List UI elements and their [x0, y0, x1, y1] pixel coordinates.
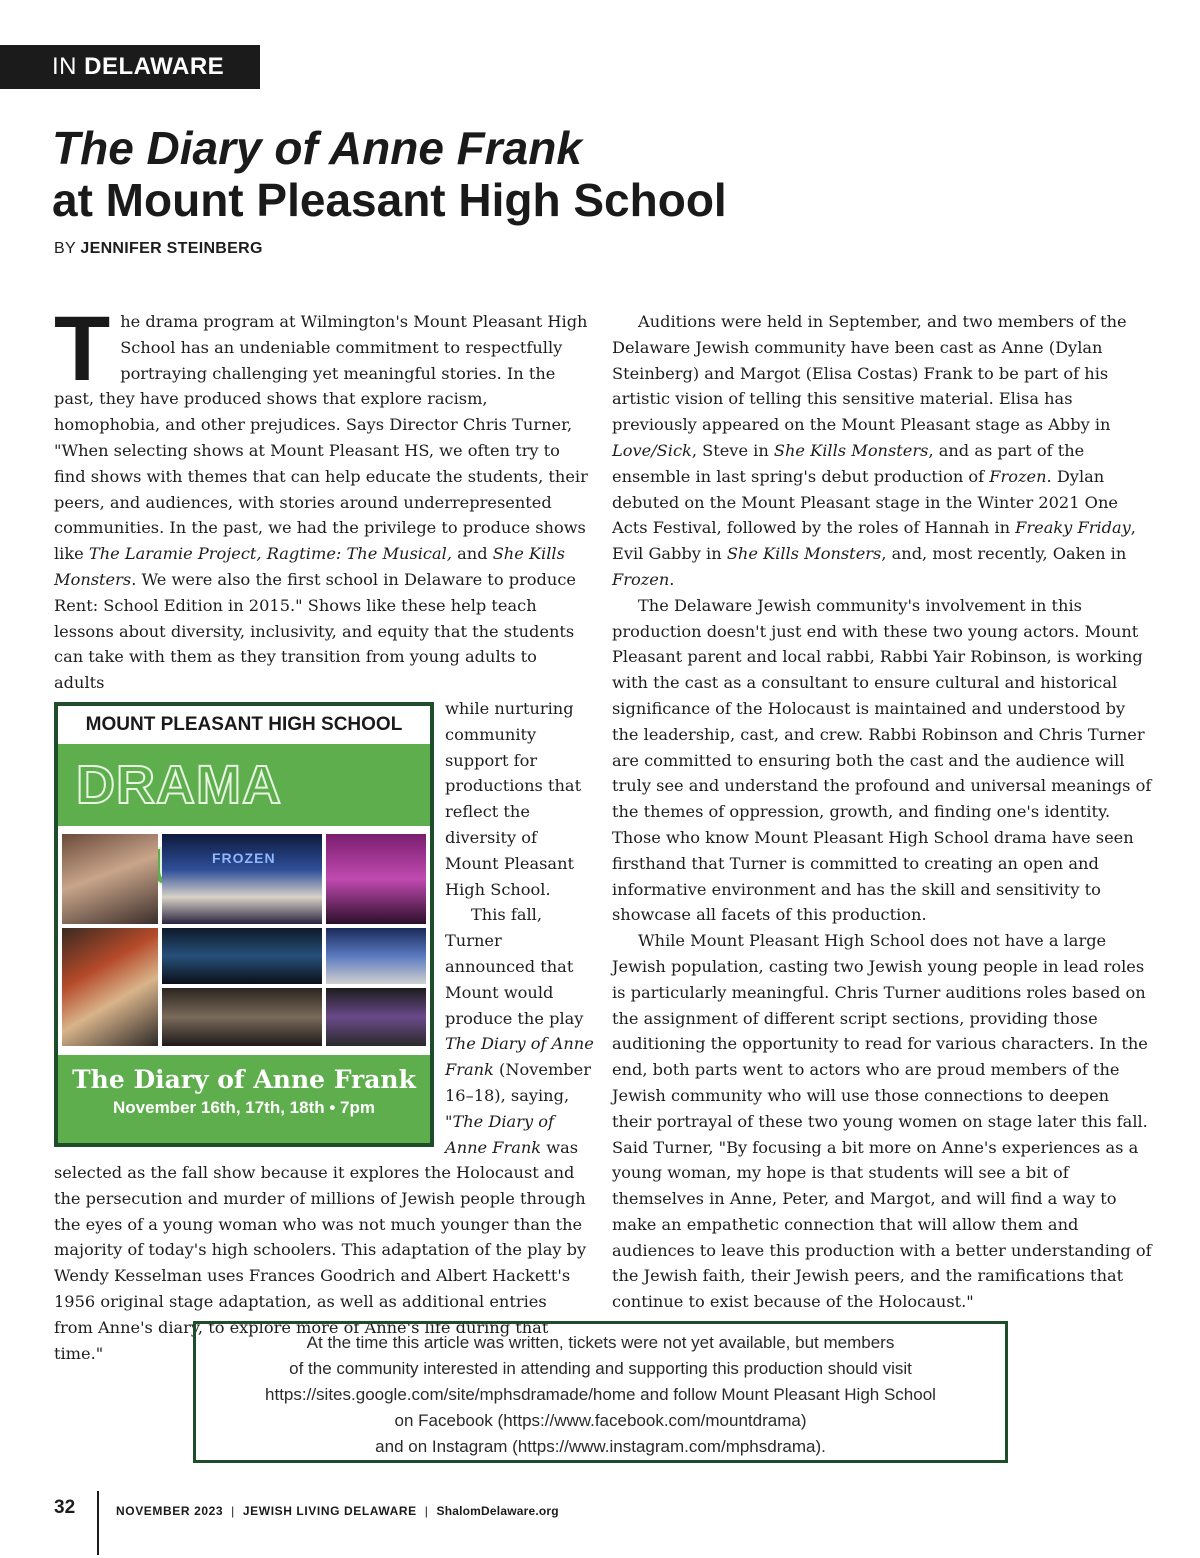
- footer-publication: JEWISH LIVING DELAWARE: [242, 1504, 417, 1518]
- rp1-text-d: . Dylan debuted on the Mount Pleasant stage in the Winter 2021 One Acts Festival, followed by the roles of Hannah in: [612, 466, 1118, 538]
- byline: [54, 240, 263, 258]
- page-number: 32: [54, 1497, 76, 1518]
- drop-cap: T: [54, 298, 111, 400]
- rp1-text-f: , and, most recently, Oaken in: [881, 544, 1127, 564]
- footer-date: NOVEMBER 2023: [116, 1504, 224, 1518]
- rp1-italic-4: Freaky Friday: [1015, 518, 1131, 538]
- byline-author: JENNIFER STEINBERG: [80, 240, 263, 257]
- poster-photo-collage: [58, 834, 430, 1046]
- photo-ladder-crew: [62, 928, 158, 1046]
- rp1-italic-2: She Kills Monsters: [773, 440, 929, 460]
- footer-website[interactable]: ShalomDelaware.org: [436, 1504, 559, 1518]
- photo-cast-group: [62, 834, 158, 924]
- article-title: [52, 122, 727, 226]
- poster-show-title: The Diary of Anne Frank: [72, 1064, 416, 1094]
- rp1-italic-5: She Kills Monsters: [726, 544, 882, 564]
- left-closing-paragraph: selected as the fall show because it explores the Holocaust and the persecution and murder of millions of Jewish people through the eyes of a young woman who was not much younger than the majority of today's high schoolers. This adaptation of the play by Wendy Kesselman uses Frances Goodrich and Albert Hackett's 1956 original stage adaptation, as well as additional entries from Anne's diary, to explore more of Anne's life during that time.": [54, 1162, 587, 1363]
- info-line-2: of the community interested in attending and supporting this production should visit: [289, 1359, 912, 1378]
- wrap-text-3: (November 16–18), saying, ": [445, 1060, 591, 1131]
- info-line-5[interactable]: and on Instagram (https://www.instagram.com/mphsdrama).: [375, 1437, 826, 1456]
- poster-club-title: DRAMA: [58, 744, 430, 826]
- photo-stage-set: [326, 928, 426, 984]
- wrap-italic-1: The Diary of Anne Frank: [445, 1034, 594, 1080]
- info-line-1: At the time this article was written, tickets were not yet available, but members: [306, 1333, 895, 1352]
- page-footer: [0, 1495, 1200, 1535]
- lead-italic-2: She Kills Monsters: [54, 544, 565, 589]
- photo-scene: [326, 988, 426, 1046]
- poster-wrap-block: [54, 696, 594, 1160]
- rp1-text-b: , Steve in: [691, 440, 774, 460]
- rp1-italic-6: Frozen: [612, 569, 670, 589]
- lead-italic-1: The Laramie Project, Ragtime: The Musical,: [88, 544, 452, 564]
- rp1-text-a: Auditions were held in September, and two members of the Delaware Jewish community have been cast as Anne (Dylan Steinberg) and Margot (Elisa Costas) Frank to be part of his artistic vision of telling this sensitive material. Elisa has previously appeared on the Mount Pleasant stage as Abby in: [612, 312, 1127, 435]
- section-tag-region: DELAWARE: [84, 53, 225, 80]
- rp1-text-g: .: [669, 569, 675, 589]
- photo-tech-booth: [162, 928, 322, 984]
- left-column: [54, 298, 594, 1366]
- ticket-info-box: [193, 1321, 1008, 1463]
- poster-show-banner: [58, 1055, 430, 1143]
- info-line-4[interactable]: on Facebook (https://www.facebook.com/mountdrama): [394, 1411, 807, 1430]
- drama-club-poster: [54, 702, 434, 1147]
- photo-frozen-stage: [162, 834, 322, 924]
- right-paragraph-2: The Delaware Jewish community's involvement in this production doesn't just end with these two young actors. Mount Pleasant parent and local rabbi, Rabbi Yair Robinson, is working with the cast as a consultant to ensure cultural and historical significance of the Holocaust is maintained and understood by the leadership, cast, and crew. Rabbi Robinson and Chris Turner are committed to ensuring both the cast and the audience will truly see and understand the profound and universal meanings of the themes of oppression, growth, and finding one's identity. Those who know Mount Pleasant High School drama have seen firsthand that Turner is committed to creating an open and informative environment and has the skill and sensitivity to showcase all facets of this production.: [612, 595, 1152, 925]
- poster-show-dates: November 16th, 17th, 18th • 7pm: [113, 1097, 375, 1117]
- wrap-text-4: was: [541, 1137, 579, 1157]
- wrap-paragraph: [445, 696, 595, 1160]
- right-column: [612, 309, 1152, 1315]
- photo-large-cast: [162, 988, 322, 1046]
- article-title-line1: The Diary of Anne Frank: [52, 122, 582, 174]
- footer-divider: [97, 1491, 99, 1555]
- footer-line: NOVEMBER 2023 | JEWISH LIVING DELAWARE | ShalomDelaware.org: [116, 1504, 559, 1518]
- rp1-text-e: , Evil Gabby in: [612, 518, 1136, 564]
- rp1-italic-1: Love/Sick: [612, 440, 692, 460]
- frozen-sign: FROZEN: [212, 849, 276, 866]
- byline-prefix: BY: [54, 240, 76, 257]
- rp1-text-c: , and as part of the ensemble in last spring's debut production of: [612, 440, 1085, 486]
- right-paragraph-3: While Mount Pleasant High School does not have a large Jewish population, casting two Jewish young people in lead roles is particularly meaningful. Chris Turner auditions roles based on the assignment of different script sections, providing those auditioning the opportunity to read for various characters. In the end, both parts went to actors who are proud members of the Jewish community who will use those connections to deepen their portrayal of these two young women on stage later this fall. Said Turner, "By focusing a bit more on Anne's experiences as a young woman, my hope is that students will see a bit of themselves in Anne, Peter, and Margot, and will find a way to make an empathetic connection that will allow them and audiences to leave this production with a better understanding of the Jewish faith, their Jewish peers, and the ramifications that continue to exist because of the Holocaust.": [612, 931, 1152, 1312]
- lead-paragraph: [54, 298, 590, 696]
- wrap-italic-2: The Diary of Anne Frank: [445, 1111, 554, 1157]
- rp1-italic-3: Frozen: [989, 466, 1047, 486]
- right-paragraph-1: [612, 309, 1152, 593]
- info-line-3[interactable]: https://sites.google.com/site/mphsdramade/home and follow Mount Pleasant High School: [265, 1385, 936, 1404]
- wrap-text-1: while nurturing community support for productions that reflect the diversity of Mount Pleasant High School.: [445, 698, 582, 899]
- lead-text-1: he drama program at Wilmington's Mount Pleasant High School has an undeniable commitment to respectfully portraying challenging yet meaningful stories. In the past, they have produced shows that explore racism, homophobia, and other prejudices. Says Director Chris Turner, "When selecting shows at Mount Pleasant HS, we often try to find shows with themes that can help educate the students, their peers, and audiences, with stories around underrepresented communities. In the past, we had the privilege to produce shows like: [54, 312, 588, 564]
- section-tag-prefix: IN: [52, 53, 77, 80]
- poster-school-name: MOUNT PLEASANT HIGH SCHOOL: [85, 713, 403, 735]
- lead-text-2: and: [451, 544, 493, 564]
- section-tag: [0, 45, 260, 89]
- wrap-text-2: This fall, Turner announced that Mount would produce the play: [445, 905, 584, 1028]
- article-title-line2: at Mount Pleasant High School: [52, 174, 727, 226]
- photo-performers: [326, 834, 426, 924]
- lead-text-3: . We were also the first school in Delaware to produce Rent: School Edition in 2015." Shows like these help teach lessons about diversity, inclusivity, and equity that the students can take with them as they transition from young adults to adults: [54, 569, 576, 693]
